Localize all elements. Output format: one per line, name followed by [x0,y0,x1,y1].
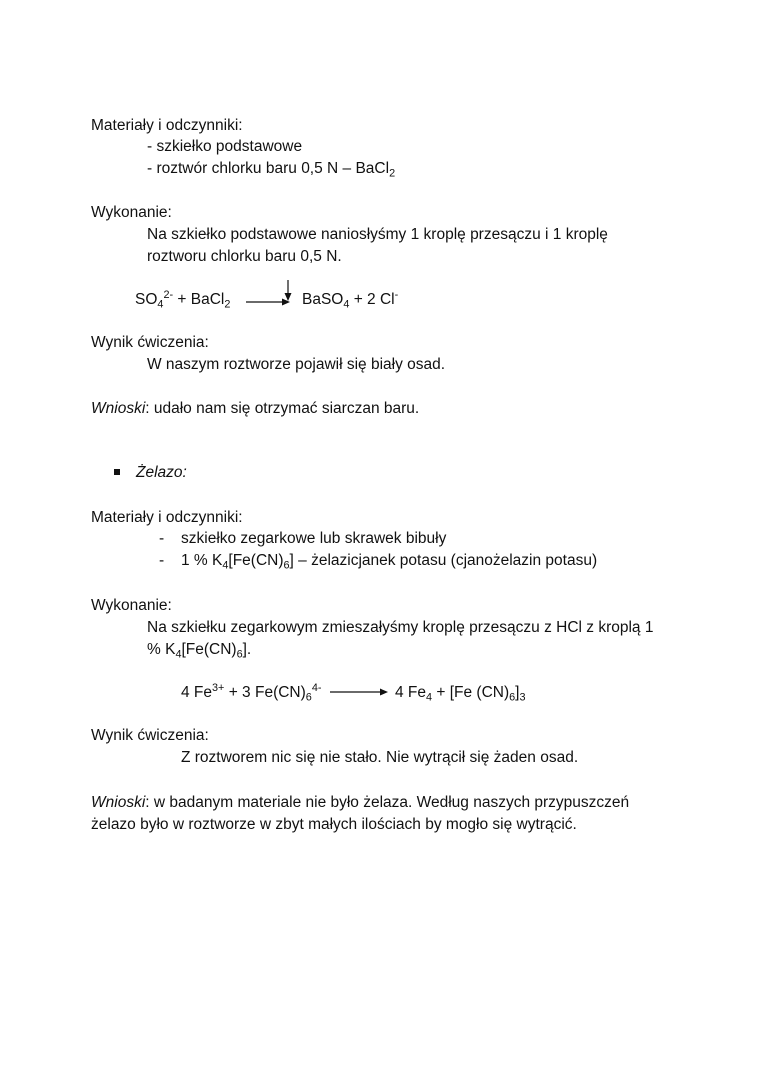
procedure-text: ]. [242,641,252,658]
reaction-reactants [181,683,321,703]
list-dash: - [159,552,165,569]
conclusion-label: Wnioski [91,400,146,417]
reactant: 4 Fe [181,684,213,701]
superscript: 2- [163,289,174,302]
procedure-heading: Wykonanie: [91,204,172,221]
result-heading: Wynik ćwiczenia: [91,334,209,351]
reactant: + BaCl [173,291,225,308]
conclusion-label: Wnioski [91,794,146,811]
superscript: 3+ [212,682,225,695]
subscript: 4 [175,648,182,661]
procedure-heading: Wykonanie: [91,597,172,614]
reaction-products [302,290,398,310]
subscript: 6 [305,691,312,704]
subscript: 4 [157,298,164,311]
product: 4 Fe [395,684,427,701]
procedure-text: % K [147,641,176,658]
result-heading: Wynik ćwiczenia: [91,727,209,744]
reaction-arrow-icon [330,686,390,698]
product: + 2 Cl [349,291,395,308]
subscript: 3 [519,691,526,704]
conclusion-text: : w badanym materiale nie było żelaza. Według naszych przypuszczeń [145,794,630,811]
superscript: - [394,289,399,302]
conclusion-text: : udało nam się otrzymać siarczan baru. [145,400,420,417]
subscript: 6 [509,691,516,704]
conclusion [91,793,629,813]
procedure-line: Na szkiełko podstawowe naniosłyśmy 1 kroplę przesączu i 1 kroplę [147,226,608,243]
material-text: [Fe(CN) [228,552,284,569]
reaction-products [395,683,526,703]
conclusion [91,399,419,419]
procedure-line: Na szkiełku zegarkowym zmieszałyśmy kroplę przesączu z HCl z kroplą 1 [147,619,654,636]
material-text: ] – żelazicjanek potasu (cjanożelazin potasu) [289,552,598,569]
procedure-text: [Fe(CN) [181,641,237,658]
product: + [Fe (CN) [432,684,510,701]
subscript: 2 [224,298,231,311]
result-text: W naszym roztworze pojawił się biały osad. [147,356,446,373]
subscript: 2 [389,167,396,180]
product: BaSO [302,291,344,308]
subscript: 4 [222,559,229,572]
conclusion-line: żelazo było w roztworze w zbyt małych ilościach by mogło się wytrącić. [91,816,577,833]
material-item: - szkiełko podstawowe [147,138,303,155]
subscript: 6 [236,648,243,661]
material-item: szkiełko zegarkowe lub skrawek bibuły [181,530,447,547]
materials-heading: Materiały i odczynniki: [91,117,243,134]
subscript: 6 [283,559,290,572]
subscript: 4 [426,691,433,704]
section-title: Żelazo: [136,464,187,481]
reaction-arrow-icon [244,278,294,308]
material-item [181,551,597,571]
materials-heading: Materiały i odczynniki: [91,509,243,526]
product: ] [515,684,520,701]
bullet-icon [114,469,120,475]
superscript: 4- [311,682,322,695]
material-item [147,159,395,179]
material-text: 1 % K [181,552,223,569]
reactant: SO [135,291,158,308]
result-text: Z roztworem nic się nie stało. Nie wytrącił się żaden osad. [181,749,579,766]
reaction-reactants [135,290,230,310]
list-dash: - [159,530,165,547]
material-text: - roztwór chlorku baru 0,5 N – BaCl [147,160,390,177]
procedure-line [147,640,251,660]
reactant: + 3 Fe(CN) [224,684,306,701]
procedure-line: roztworu chlorku baru 0,5 N. [147,248,342,265]
subscript: 4 [343,298,350,311]
